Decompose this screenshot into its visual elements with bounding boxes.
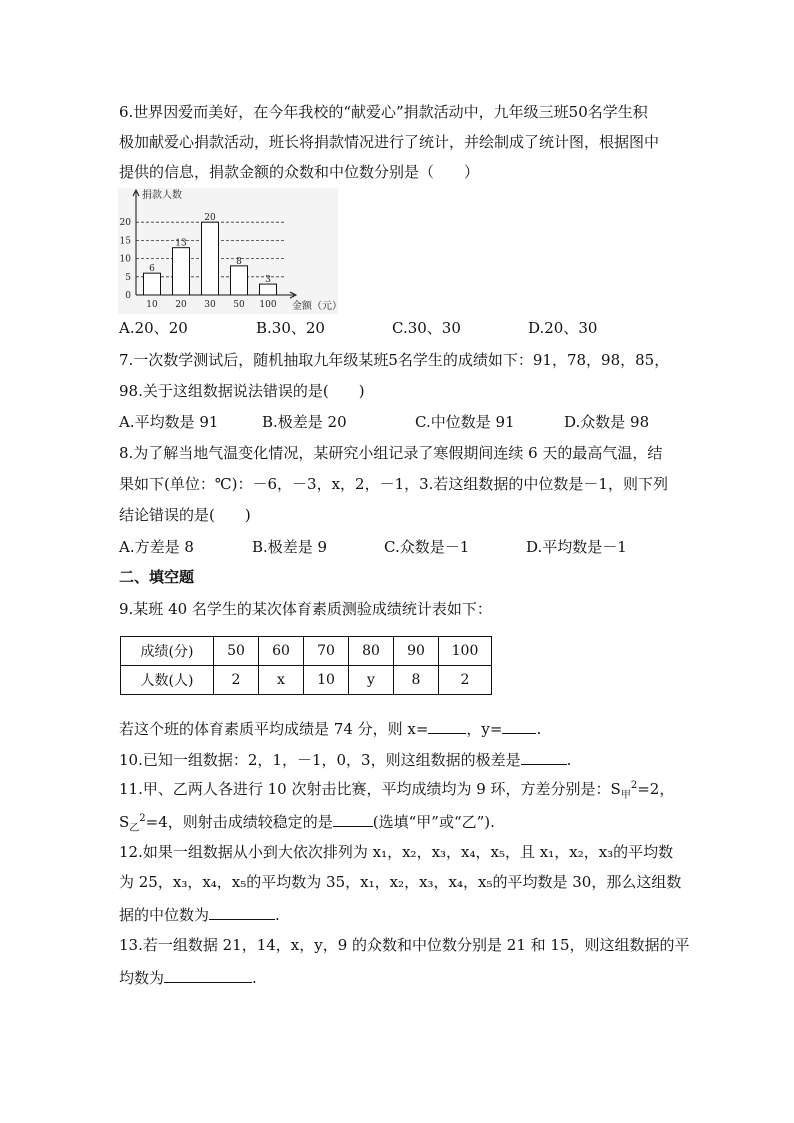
bar [260,284,277,295]
bar-value-label: 13 [175,238,187,249]
q11-text-1b: =2， [637,780,675,798]
q12-line-1: 12.如果一组数据从小到大依次排列为 x₁，x₂，x₃，x₄，x₅，且 x₁，x₂，x₃的平均数 [119,843,674,861]
bar-value-label: 8 [236,256,242,267]
q7-option-c: C.中位数是 91 [415,413,515,431]
q10-blank[interactable] [521,748,567,765]
table-cell: y [349,666,394,695]
q10-end: . [566,751,572,769]
q8-option-b: B.极差是 9 [252,538,328,556]
table-cell: 2 [214,666,259,695]
table-cell: 50 [214,637,259,666]
table-cell: 人数(人) [121,666,214,695]
q6-line-2: 极加献爱心捐款活动，班长将捐款情况进行了统计，并绘制成了统计图，根据图中 [119,133,660,151]
table-cell: 100 [439,637,492,666]
q9-answer-line [119,717,541,739]
table-cell: 2 [439,666,492,695]
bar-value-label: 20 [204,213,216,224]
bar [144,273,161,295]
bar [173,248,190,295]
chart-svg [118,188,338,314]
q9-intro: 9.某班 40 名学生的某次体育素质测验成绩统计表如下： [119,600,492,618]
q13-text-2a: 均数为 [119,969,165,987]
q9-answer-text-b: ，y= [466,720,503,738]
q8-options [119,537,679,557]
table-cell: 10 [304,666,349,695]
q9-answer-text-c: . [536,720,542,738]
q13-text-2b: . [252,969,257,987]
y-tick-label: 20 [119,218,131,229]
q12-line-2: 为 25，x₃，x₄，x₅的平均数为 35，x₁，x₂，x₃，x₄，x₅的平均数是 30，那么这组数 [119,873,682,891]
q11-text-2c: (选填“甲”或“乙”). [372,813,495,831]
x-tick-label: 30 [204,300,216,310]
q11-sub-yi: 乙 [129,823,140,834]
q11-sup-2: 2 [139,813,146,824]
q8-option-c: C.众数是－1 [384,538,470,556]
q7-options [119,412,679,432]
score-table [120,636,492,695]
q8-option-d: D.平均数是－1 [526,538,627,556]
q11-text-2a: S [119,813,130,831]
bar-value-label: 6 [149,264,155,275]
q12-blank[interactable] [209,903,275,920]
q8-line-2: 果如下(单位：℃)：－6，－3，x，2，－1，3.若这组数据的中位数是－1，则下列 [119,475,668,493]
q6-line-3: 提供的信息，捐款金额的众数和中位数分别是（ ） [119,163,480,181]
q11-sub-jia: 甲 [620,790,631,801]
x-tick-label: 100 [259,300,277,310]
table-cell: 90 [394,637,439,666]
table-cell: 60 [259,637,304,666]
q11-blank[interactable] [333,810,373,827]
table-cell: 70 [304,637,349,666]
table-cell: x [259,666,304,695]
q11-line-2 [119,810,495,832]
table-row-score [121,637,492,666]
bar [202,222,219,295]
q8-line-3: 结论错误的是( ) [119,506,251,524]
y-tick-label: 5 [125,272,131,283]
y-tick-label: 10 [119,254,131,265]
y-axis-label: 捐款人数 [142,190,182,201]
x-tick-label: 50 [233,300,245,310]
q7-option-d: D.众数是 98 [564,413,650,431]
q6-options [119,318,679,338]
donation-bar-chart [118,188,338,314]
q12-text-3b: . [275,906,280,924]
section-heading-fill-in: 二、填空题 [119,568,195,586]
table-cell: 8 [394,666,439,695]
bar [231,266,248,295]
x-axis-label: 金额（元） [292,301,338,312]
q10-text: 10.已知一组数据：2，1，－1，0，3，则这组数据的极差是 [119,751,521,769]
q13-line-2 [119,966,257,988]
q9-blank-y[interactable] [502,717,536,734]
x-tick-label: 20 [175,300,187,310]
table-cell: 80 [349,637,394,666]
y-tick-label: 0 [125,291,131,301]
q7-line-2: 98.关于这组数据说法错误的是( ) [119,382,365,400]
q6-option-c: C.30、30 [392,319,461,337]
q7-option-a: A.平均数是 91 [119,413,219,431]
bar-value-label: 3 [265,275,271,286]
table-cell: 成绩(分) [121,637,214,666]
q8-option-a: A.方差是 8 [119,538,194,556]
q13-blank[interactable] [164,966,252,983]
y-tick-label: 15 [119,236,131,247]
q9-answer-text-a: 若这个班的体育素质平均成绩是 74 分，则 x= [119,720,429,738]
q13-line-1: 13.若一组数据 21，14，x，y，9 的众数和中位数分别是 21 和 15，则这组数据的平 [119,936,690,954]
x-tick-label: 10 [146,300,158,310]
q11-text-1a: 11.甲、乙两人各进行 10 次射击比赛，平均成绩均为 9 环，方差分别是：S [119,780,621,798]
q11-text-2b: =4，则射击成绩较稳定的是 [145,813,333,831]
q6-option-a: A.20、20 [119,319,188,337]
q7-option-b: B.极差是 20 [262,413,347,431]
q12-line-3 [119,903,280,925]
q9-blank-x[interactable] [428,717,466,734]
q7-line-1: 7.一次数学测试后，随机抽取九年级某班5名学生的成绩如下：91，78，98，85， [119,351,670,369]
q8-line-1: 8.为了解当地气温变化情况，某研究小组记录了寒假期间连续 6 天的最高气温，结 [119,444,663,462]
table-row-count [121,666,492,695]
q6-option-d: D.20、30 [528,319,598,337]
q6-line-1: 6.世界因爱而美好，在今年我校的“献爱心”捐款活动中，九年级三班50名学生积 [119,103,648,121]
q11-sup-1: 2 [630,780,638,791]
q10-line [119,748,571,770]
q12-text-3a: 据的中位数为 [119,906,210,924]
q11-line-1 [119,779,674,799]
q6-option-b: B.30、20 [256,319,325,337]
